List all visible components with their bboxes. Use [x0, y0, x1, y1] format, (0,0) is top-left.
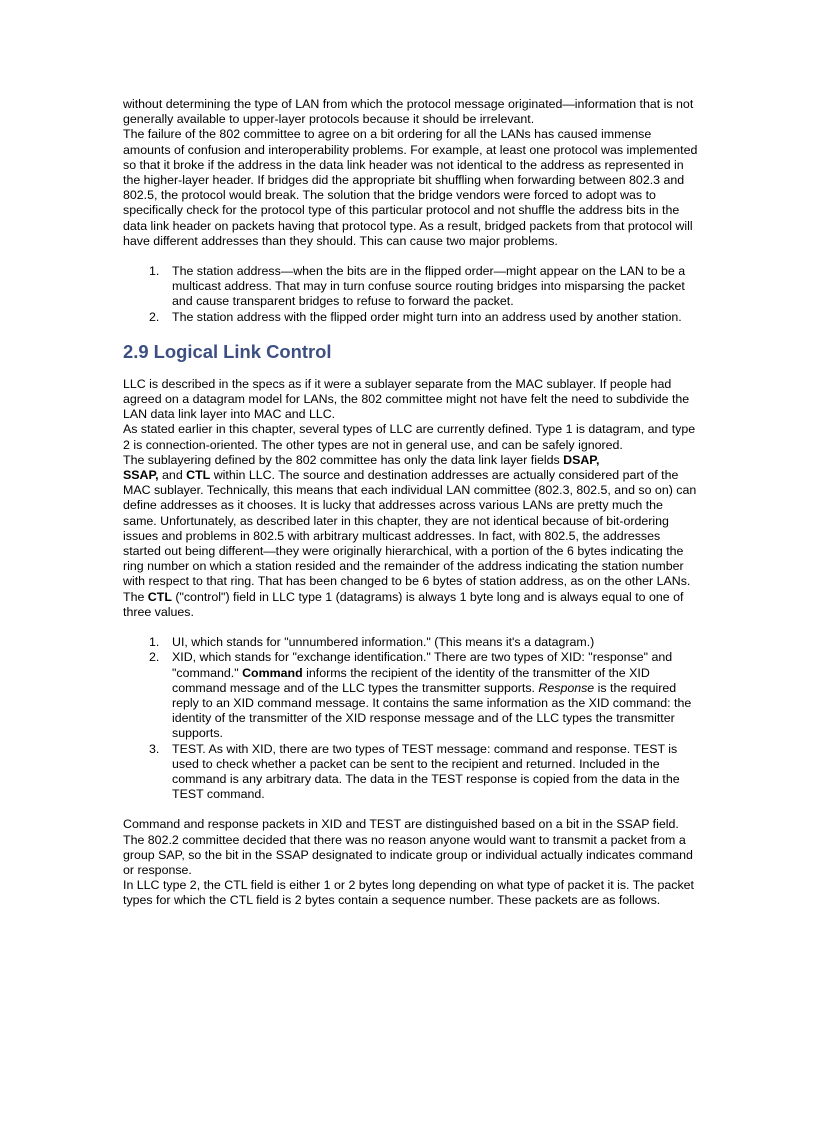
list-item-text: TEST. As with XID, there are two types of TEST message: command and response. TEST is used to check whether a packet can be sent to the recipient and returned. Included in the command is any arbitrary data. The data in the TEST response is copied from the data in the TEST command.	[172, 741, 680, 802]
llc-paragraph-2: As stated earlier in this chapter, several types of LLC are currently defined. Type 1 is datagram, and type 2 is connection-oriented. The other types are not in general use, and can be safely ignored.	[123, 422, 696, 452]
ctl-values-list	[123, 635, 698, 802]
list-item	[123, 264, 698, 310]
closing-paragraph-2: In LLC type 2, the CTL field is either 1 or 2 bytes long depending on what type of packet it is. The packet types for which the CTL field is 2 bytes contain a sequence number. These packets are as follows.	[123, 878, 694, 908]
problems-list	[123, 264, 698, 325]
response-term: Response	[538, 680, 595, 695]
list-number: 1.	[149, 264, 160, 279]
text-run: within LLC. The source and destination addresses are actually considered part of the MAC sublayer. Technically, this means that each individual LAN committee (802.3, 802.5, and so on) can define addresses as it chooses. It is lucky that addresses across various LANs are pretty much the same. Unfortunately, as described later in this chapter, they are not identical because of bit-ordering issues and problems in 802.5 with arbitrary multicast addresses. In fact, with 802.5, the addresses started out being different—they were originally hierarchical, with a portion of the 6 bytes indicating the ring number on which a station resided and the remainder of the address indicating the station number with respect to that ring. That has been changed to be 6 bytes of station address, as on the other LANs.	[123, 468, 697, 589]
closing-paragraph-1: Command and response packets in XID and TEST are distinguished based on a bit in the SSAP field. The 802.2 committee decided that there was no reason anyone would want to transmit a packet from a group SAP, so the bit in the SSAP designated to indicate group or individual actually indicates command or response.	[123, 817, 693, 877]
ssap-term: SSAP,	[123, 468, 159, 483]
text-run: The	[123, 589, 148, 604]
section-heading: 2.9 Logical Link Control	[123, 340, 332, 362]
llc-paragraph-3	[123, 453, 698, 590]
list-item-text: The station address—when the bits are in the flipped order—might appear on the LAN to be a multicast address. That may in turn confuse source routing bridges into misparsing the packet and cause transparent bridges to refuse to forward the packet.	[172, 264, 686, 309]
dsap-term: DSAP,	[563, 452, 600, 467]
text-run: and	[158, 468, 187, 483]
list-number: 2.	[149, 650, 160, 665]
text-run: XID, which stands for "exchange identification." There are two types of XID: "response" and "command."	[172, 650, 673, 680]
command-term: Command	[242, 665, 303, 680]
document-page	[123, 97, 698, 909]
llc-paragraph-4	[123, 590, 698, 620]
llc-paragraph-1: LLC is described in the specs as if it were a sublayer separate from the MAC sublayer. If people had agreed on a datagram model for LANs, the 802 committee might not have felt the need to subdivide the LAN data link layer into MAC and LLC.	[123, 376, 690, 422]
list-item	[123, 650, 698, 741]
intro-paragraph-2: The failure of the 802 committee to agree on a bit ordering for all the LANs has caused immense amounts of confusion and interoperability problems. For example, at least one protocol was implemented so that it broke if the address in the data link header was not identical to the address as represented in the higher-layer header. If bridges did the appropriate bit shuffling when forwarding between 802.3 and 802.5, the protocol would break. The solution that the bridge vendors were forced to adopt was to specifically check for the protocol type of this particular protocol and not shuffle the address bits in the data link header on packets having that protocol type. As a result, bridged packets from that protocol will have different addresses than they should. This can cause two major problems.	[123, 127, 698, 248]
text-run: informs the recipient of the identity of the transmitter of the XID command message and of the LLC types the transmitter supports.	[172, 665, 650, 695]
ctl-term: CTL	[147, 589, 172, 604]
list-item	[123, 635, 698, 650]
list-number: 3.	[149, 741, 160, 756]
text-run: The sublayering defined by the 802 committee has only the data link layer fields	[123, 452, 564, 467]
list-item-text: The station address with the flipped order might turn into an address used by another station.	[172, 309, 682, 324]
list-number: 1.	[149, 635, 160, 650]
list-item-text: UI, which stands for "unnumbered information." (This means it's a datagram.)	[172, 635, 595, 650]
text-run: ("control") field in LLC type 1 (datagrams) is always 1 byte long and is always equal to one of three values.	[123, 589, 684, 619]
list-number: 2.	[149, 309, 160, 324]
ctl-term: CTL	[186, 468, 211, 483]
intro-paragraph-1: without determining the type of LAN from which the protocol message originated—information that is not generally available to upper-layer protocols because it should be irrelevant.	[123, 97, 694, 127]
text-run: is the required reply to an XID command message. It contains the same information as the XID command: the identity of the transmitter of the XID response message and of the LLC types the transmitter supports.	[172, 680, 692, 741]
list-item	[123, 310, 698, 325]
list-item	[123, 742, 698, 803]
